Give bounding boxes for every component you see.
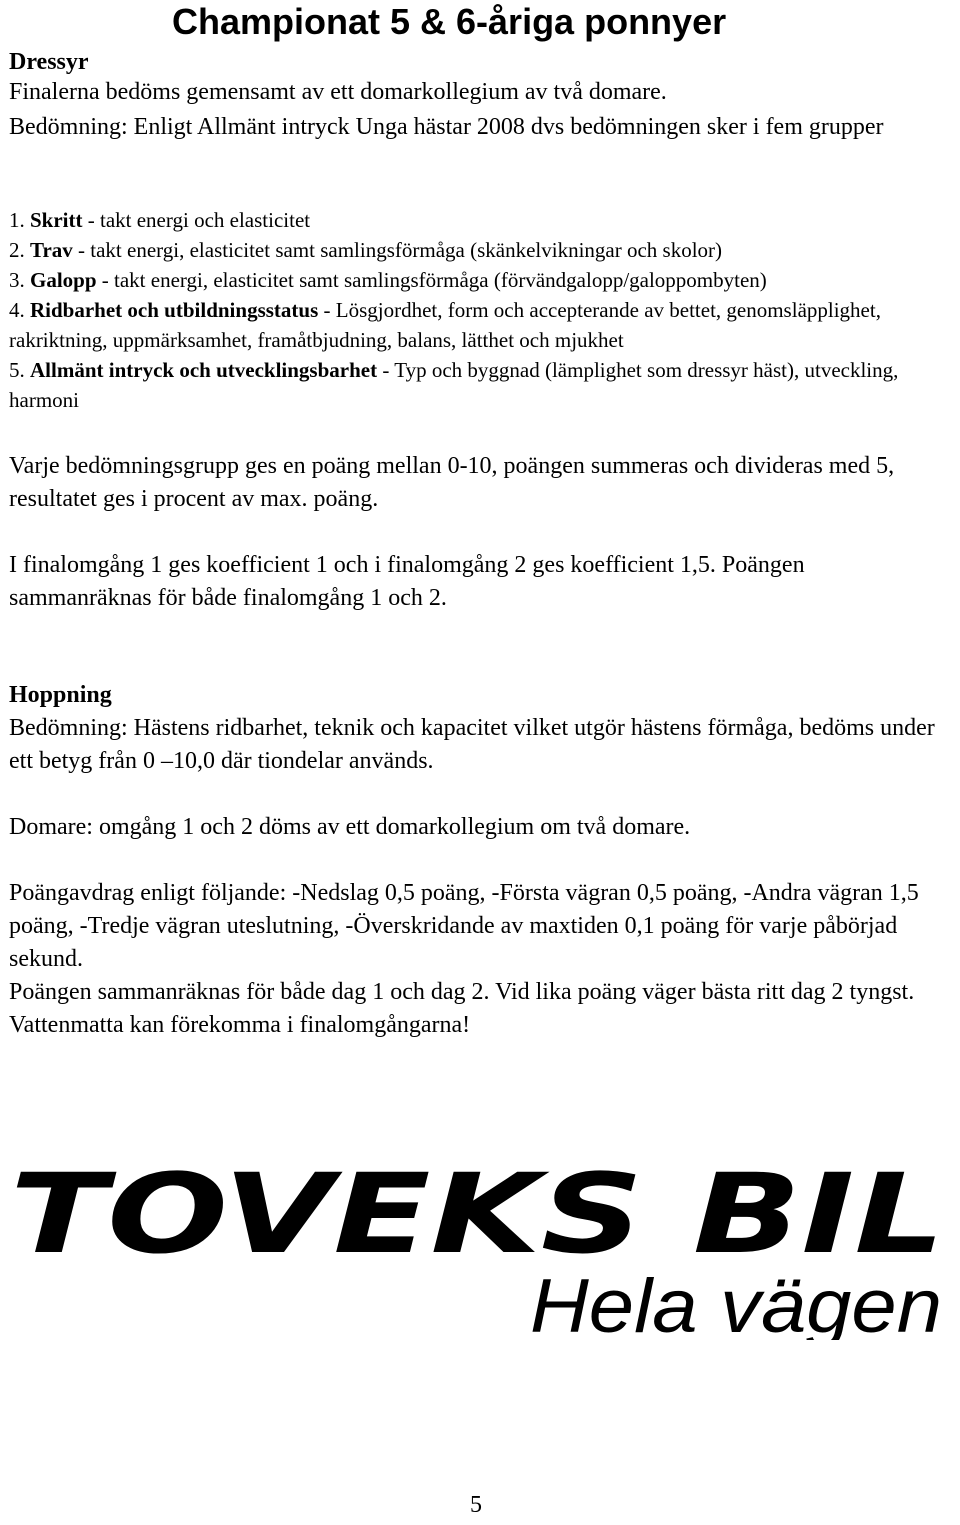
hoppning-sammanrakning: Poängen sammanräknas för både dag 1 och dag 2. Vid lika poäng väger bästa ritt dag 2 tyngst. Vattenmatta kan förekomma i finalomgångarna! (9, 979, 915, 1038)
list-item: 1. Skritt - takt energi och elasticitet (9, 208, 311, 232)
hoppning-domare: Domare: omgång 1 och 2 döms av ett domarkollegium om två domare. (9, 814, 691, 840)
logo-tagline-text: Hela vägen (530, 1264, 942, 1340)
dressyr-bedomning: Bedömning: Enligt Allmänt intryck Unga hästar 2008 dvs bedömningen sker i fem grupper (9, 114, 884, 140)
hoppning-poangavdrag: Poängavdrag enligt följande: -Nedslag 0,5 poäng, -Första vägran 0,5 poäng, -Andra vägran 1,5 poäng, -Tredje vägran uteslutning, -Överskridande av maxtiden 0,1 poäng för varje påbörjad sekund. (9, 880, 919, 972)
hoppning-heading: Hoppning (9, 682, 112, 708)
toveks-bil-logo (10, 1140, 950, 1345)
page-number: 5 (470, 1492, 482, 1518)
logo-graphic (10, 1140, 950, 1340)
hoppning-bedomning: Bedömning: Hästens ridbarhet, teknik och kapacitet vilket utgör hästens förmåga, bedöms under ett betyg från 0 –10,0 där tiondelar används. (9, 715, 935, 774)
page-title: Championat 5 & 6-åriga ponnyer (172, 1, 727, 42)
list-item: 5. Allmänt intryck och utvecklingsbarhet - Typ och byggnad (lämplighet som dressyr häst), utveckling, harmoni (9, 358, 899, 412)
logo-brand-text: TOVEKS BIL (10, 1150, 945, 1278)
dressyr-heading: Dressyr (9, 49, 89, 75)
dressyr-group-list (9, 205, 954, 415)
list-item: 3. Galopp - takt energi, elasticitet samt samlingsförmåga (förvändgalopp/galoppombyten) (9, 268, 767, 292)
dressyr-coefficient-paragraph: I finalomgång 1 ges koefficient 1 och i finalomgång 2 ges koefficient 1,5. Poängen sammanräknas för både finalomgång 1 och 2. (9, 552, 805, 611)
dressyr-scoring-paragraph: Varje bedömningsgrupp ges en poäng mellan 0-10, poängen summeras och divideras med 5, resultatet ges i procent av max. poäng. (9, 453, 895, 512)
list-item: 2. Trav - takt energi, elasticitet samt samlingsförmåga (skänkelvikningar och skolor) (9, 238, 723, 262)
list-item: 4. Ridbarhet och utbildningsstatus - Lösgjordhet, form och accepterande av bettet, genomsläpplighet, rakriktning, uppmärksamhet, framåtbjudning, balans, lätthet och mjukhet (9, 298, 881, 352)
dressyr-intro: Finalerna bedöms gemensamt av ett domarkollegium av två domare. (9, 79, 667, 105)
